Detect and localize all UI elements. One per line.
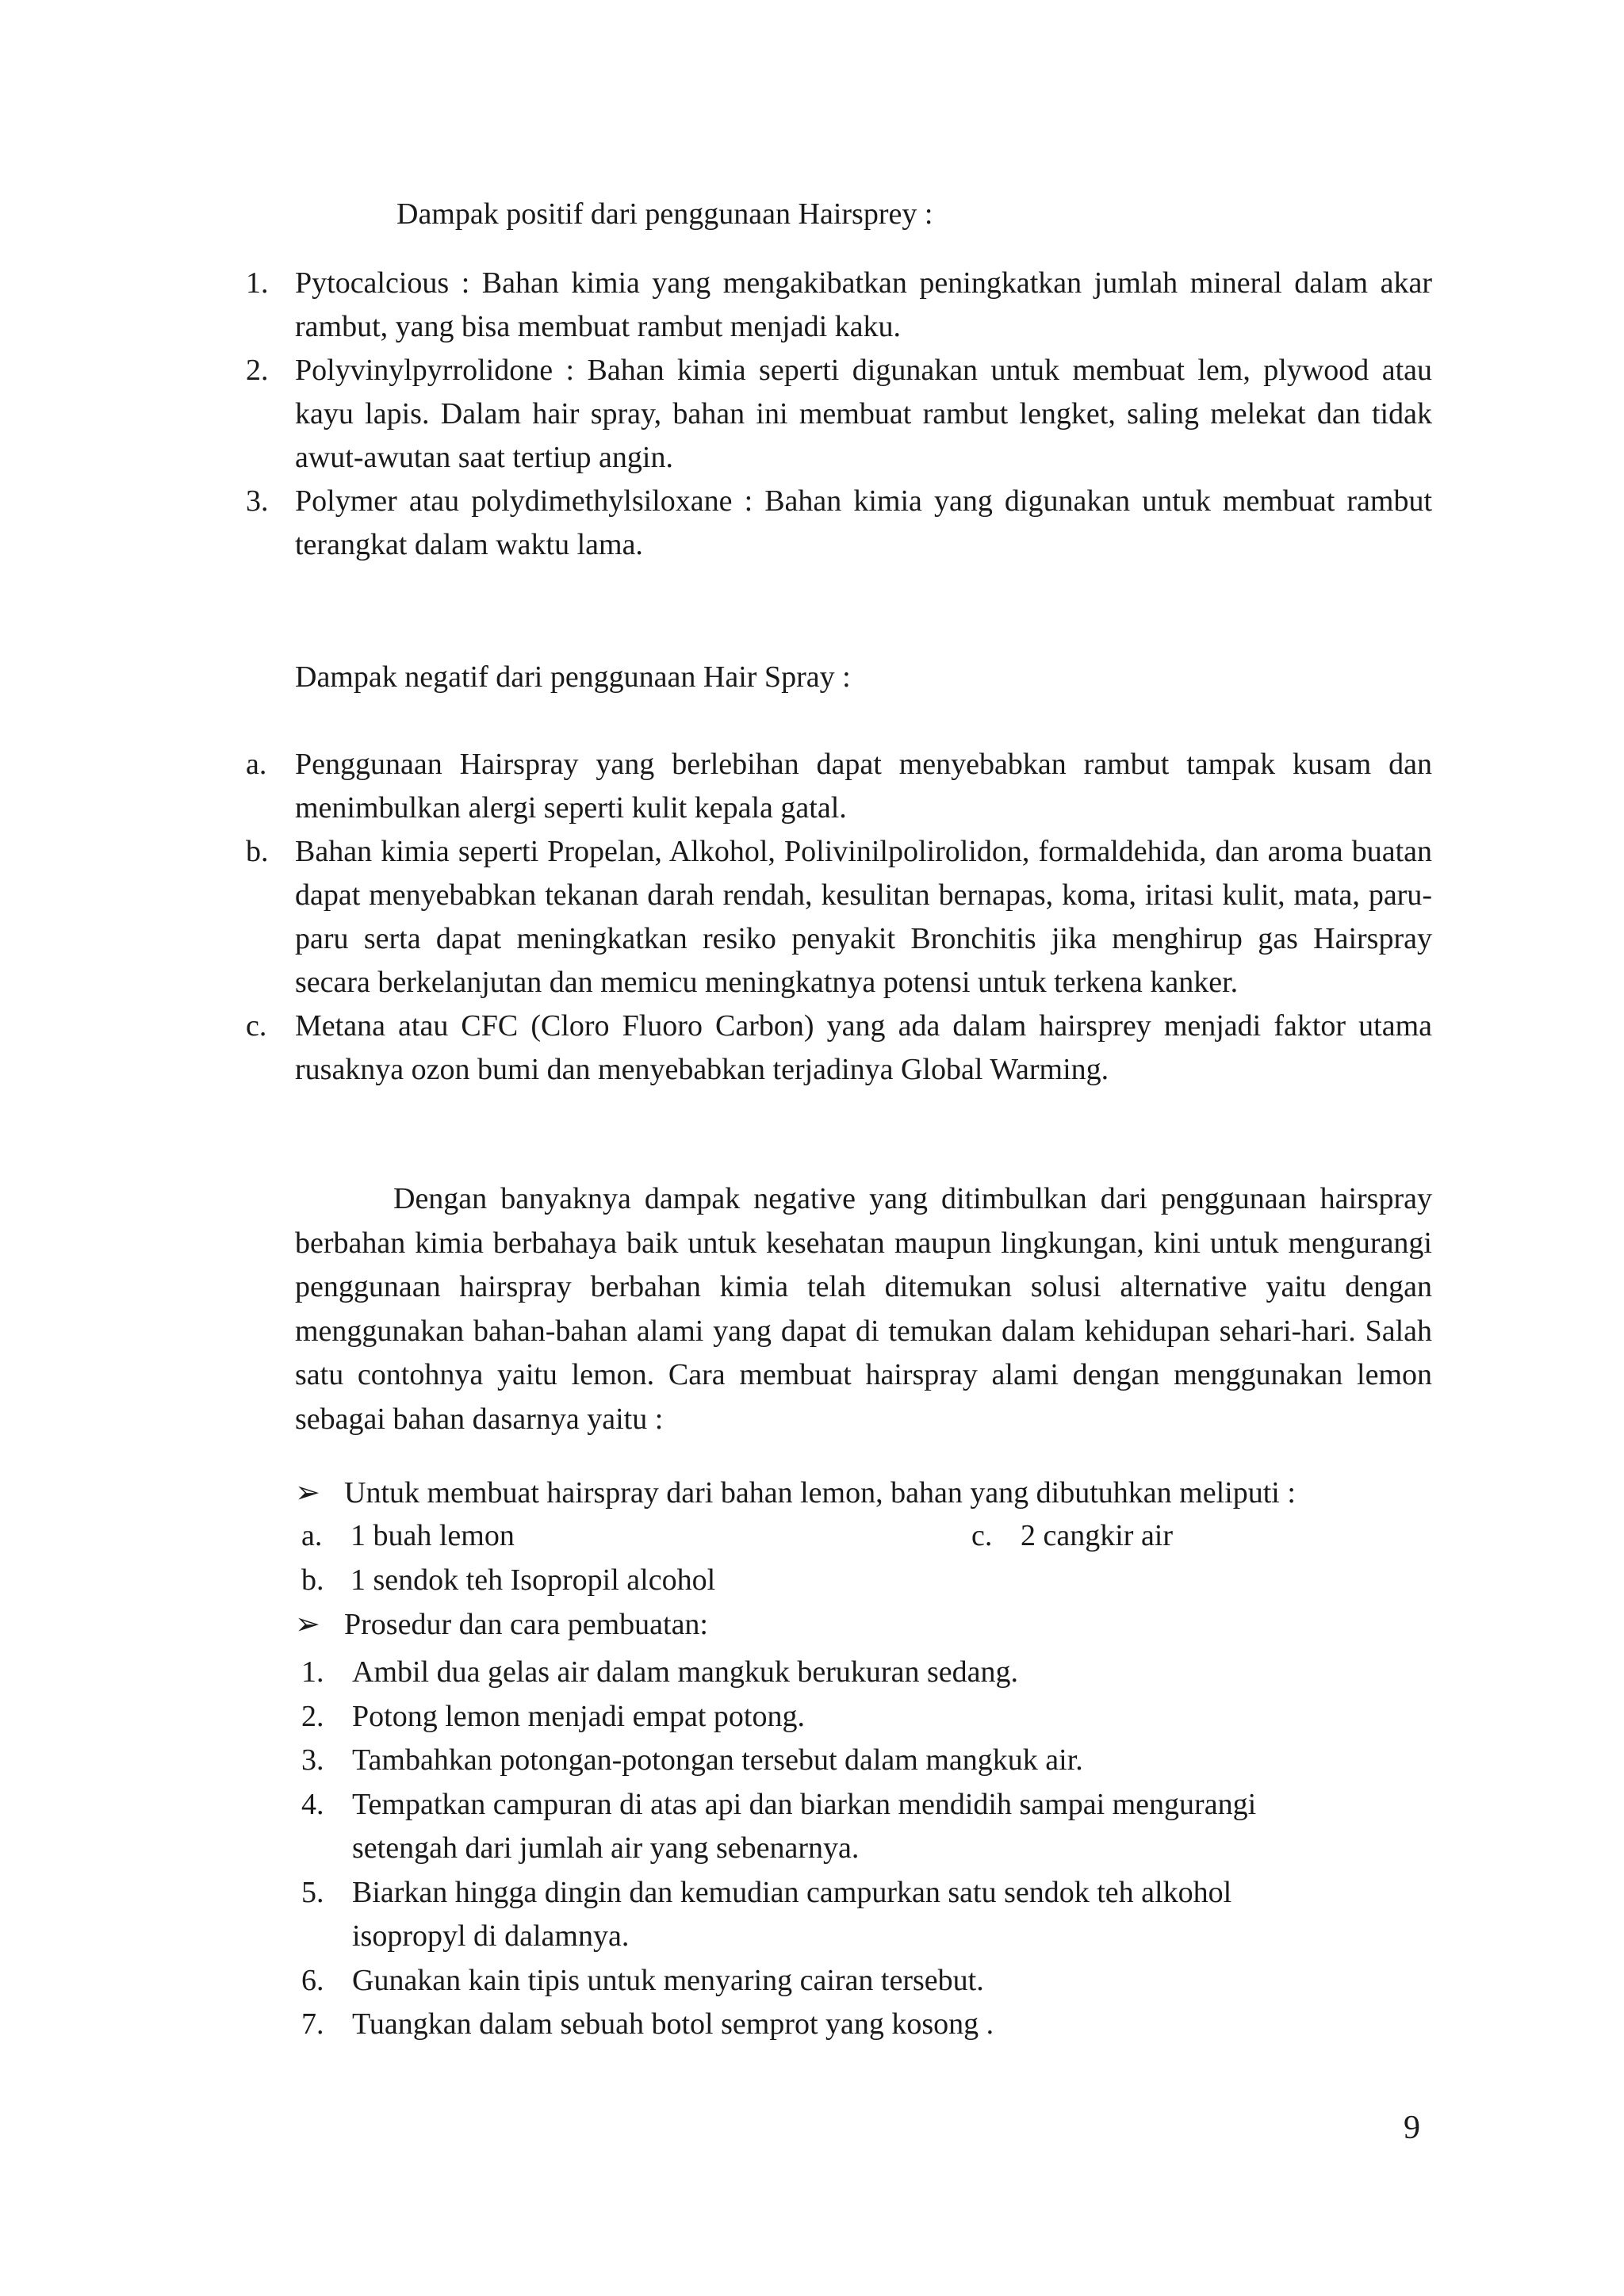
negative-list <box>246 743 1432 1092</box>
list-item-text: Metana atau CFC (Cloro Fluoro Carbon) yang ada dalam hairsprey menjadi faktor utama rusaknya ozon bumi dan menyebabkan terjadinya Global Warming. <box>295 1009 1432 1086</box>
list-item <box>301 1651 1427 1695</box>
step-text: Gunakan kain tipis untuk menyaring cairan tersebut. <box>352 1963 984 1997</box>
list-item <box>301 2003 1427 2047</box>
ingredient-item <box>301 1518 515 1553</box>
step-text: Tempatkan campuran di atas api dan biarkan mendidih sampai mengurangi setengah dari jumlah air yang sebenarnya. <box>352 1787 1257 1865</box>
ingredient-item <box>971 1518 1173 1553</box>
step-text: Potong lemon menjadi empat potong. <box>352 1699 805 1733</box>
list-item <box>246 743 1432 830</box>
step-text: Tambahkan potongan-potongan tersebut dalam mangkuk air. <box>352 1743 1083 1777</box>
body-paragraph: Dengan banyaknya dampak negative yang ditimbulkan dari penggunaan hairspray berbahan kimia berbahaya baik untuk kesehatan maupun lingkungan, kini untuk mengurangi penggunaan hairspray berbahan kimia telah ditemukan solusi alternative yaitu dengan menggunakan bahan-bahan alami yang dapat di temukan dalam kehidupan sehari-hari. Salah satu contohnya yaitu lemon. Cara membuat hairspray alami dengan menggunakan lemon sebagai bahan dasarnya yaitu : <box>295 1182 1432 1436</box>
list-item <box>301 1783 1327 1871</box>
arrow-bullet-icon: ➢ <box>295 1476 320 1510</box>
ingredient-text: 2 cangkir air <box>1021 1519 1174 1552</box>
list-marker: 7. <box>301 2007 324 2041</box>
ingredients-intro-text: Untuk membuat hairspray dari bahan lemon, bahan yang dibutuhkan meliputi : <box>344 1476 1296 1510</box>
list-marker: 4. <box>301 1787 324 1821</box>
list-item <box>301 1695 1427 1739</box>
step-text: Biarkan hingga dingin dan kemudian campurkan satu sendok teh alkohol isopropyl di dalamnya. <box>352 1875 1232 1953</box>
list-item <box>246 1004 1432 1092</box>
list-marker: b. <box>246 835 269 868</box>
list-marker: 1. <box>301 1655 324 1689</box>
arrow-bullet-icon: ➢ <box>295 1608 320 1641</box>
negative-heading: Dampak negatif dari penggunaan Hair Spray : <box>295 660 851 694</box>
procedure-intro-text: Prosedur dan cara pembuatan: <box>344 1608 708 1641</box>
list-item <box>301 1959 1427 2003</box>
list-item <box>246 480 1432 567</box>
list-item <box>246 262 1432 349</box>
procedure-steps <box>301 1651 1427 2047</box>
procedure-intro <box>295 1606 708 1642</box>
list-marker: 5. <box>301 1875 324 1909</box>
list-item-text: Bahan kimia seperti Propelan, Alkohol, Polivinilpolirolidon, formaldehida, dan aroma buatan dapat menyebabkan tekanan darah rendah, kesulitan bernapas, koma, iritasi kulit, mata, paru-paru serta dapat meningkatkan resiko penyakit Bronchitis jika menghirup gas Hairspray secara berkelanjutan dan memicu meningkatnya potensi untuk terkena kanker. <box>295 835 1432 999</box>
ingredient-text: 1 sendok teh Isopropil alcohol <box>350 1563 716 1597</box>
list-item <box>246 349 1432 480</box>
list-marker: 3. <box>301 1743 324 1777</box>
list-marker: c. <box>246 1009 267 1043</box>
list-item <box>246 830 1432 1004</box>
list-marker: 2. <box>301 1699 324 1733</box>
ingredient-item <box>301 1563 715 1598</box>
list-marker: 2. <box>246 354 269 387</box>
list-item <box>301 1871 1327 1959</box>
list-marker: 6. <box>301 1963 324 1997</box>
list-item <box>301 1739 1427 1783</box>
list-marker: a. <box>301 1519 323 1552</box>
positive-list <box>246 262 1432 567</box>
list-marker: 3. <box>246 484 269 518</box>
list-marker: b. <box>301 1563 324 1597</box>
list-item-text: Polymer atau polydimethylsiloxane : Bahan kimia yang digunakan untuk membuat rambut terangkat dalam waktu lama. <box>295 484 1432 561</box>
step-text: Ambil dua gelas air dalam mangkuk berukuran sedang. <box>352 1655 1018 1689</box>
list-marker: a. <box>246 748 267 781</box>
step-text: Tuangkan dalam sebuah botol semprot yang kosong . <box>352 2007 994 2041</box>
ingredients-intro <box>295 1475 1296 1510</box>
list-item-text: Polyvinylpyrrolidone : Bahan kimia seperti digunakan untuk membuat lem, plywood atau kayu lapis. Dalam hair spray, bahan ini membuat rambut lengket, saling melekat dan tidak awut-awutan saat tertiup angin. <box>295 354 1432 474</box>
list-marker: 1. <box>246 266 269 300</box>
ingredient-text: 1 buah lemon <box>350 1519 515 1552</box>
page-number: 9 <box>1404 2110 1420 2146</box>
list-item-text: Penggunaan Hairspray yang berlebihan dapat menyebabkan rambut tampak kusam dan menimbulkan alergi seperti kulit kepala gatal. <box>295 748 1432 825</box>
list-item-text: Pytocalcious : Bahan kimia yang mengakibatkan peningkatkan jumlah mineral dalam akar rambut, yang bisa membuat rambut menjadi kaku. <box>295 266 1432 343</box>
list-marker: c. <box>971 1519 993 1552</box>
positive-heading: Dampak positif dari penggunaan Hairsprey : <box>396 197 933 231</box>
